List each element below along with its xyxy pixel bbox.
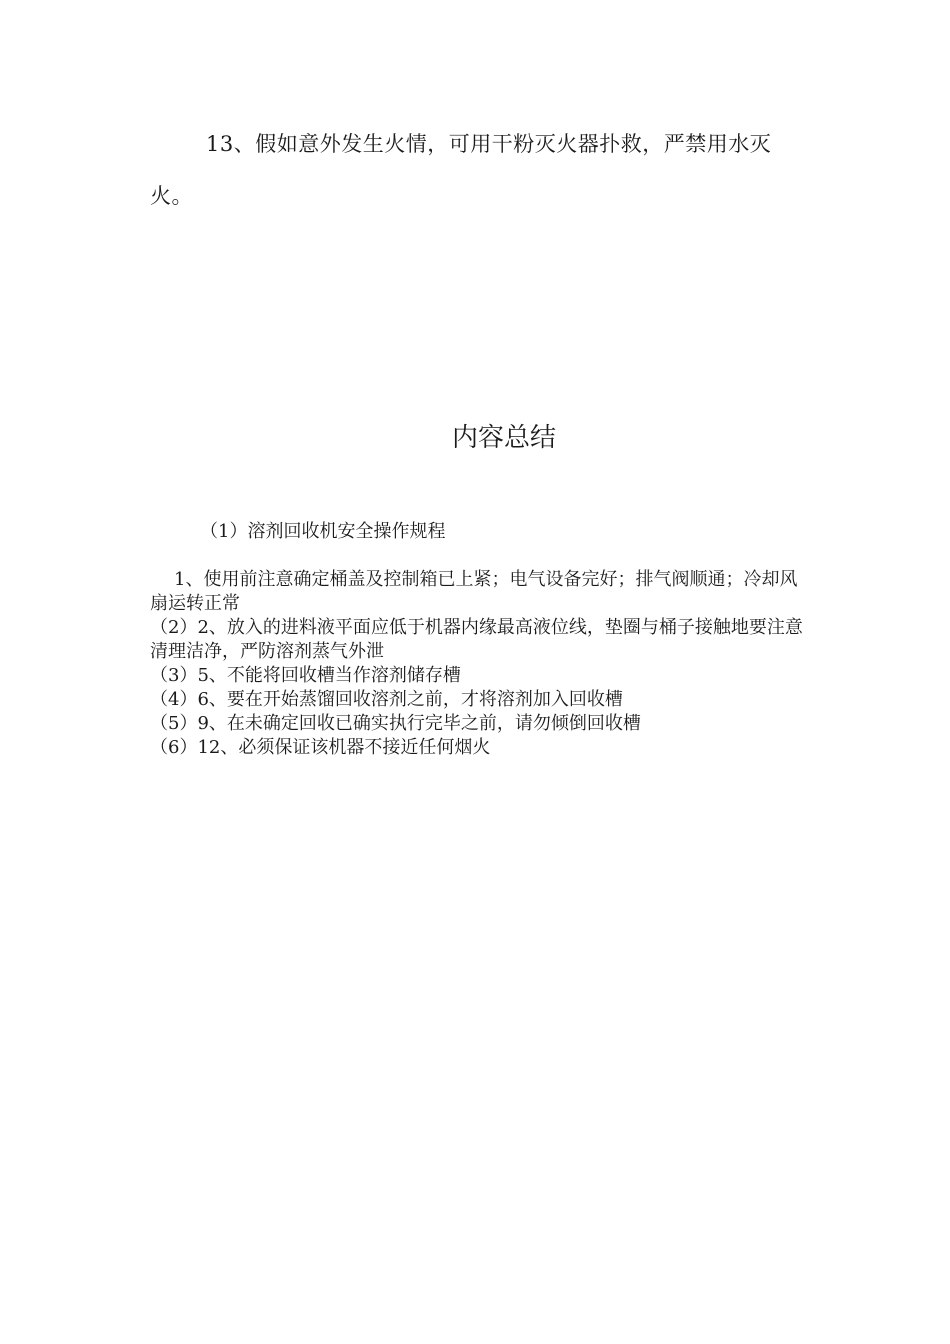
summary-list — [150, 568, 805, 760]
summary-item: 1、使用前注意确定桶盖及控制箱已上紧；电气设备完好；排气阀顺通；冷却风扇运转正常 — [150, 569, 798, 614]
summary-item: （4）6、要在开始蒸馏回收溶剂之前，才将溶剂加入回收槽 — [150, 689, 623, 710]
summary-item: （5）9、在未确定回收已确实执行完毕之前，请勿倾倒回收槽 — [150, 713, 641, 734]
summary-item: （2）2、放入的进料液平面应低于机器内缘最高液位线，垫圈与桶子接触地要注意清理洁净，严防溶剂蒸气外泄 — [150, 617, 803, 662]
summary-title: 内容总结 — [451, 423, 556, 453]
summary-subheading: （1）溶剂回收机安全操作规程 — [200, 521, 446, 542]
summary-item: （6）12、必须保证该机器不接近任何烟火 — [150, 737, 491, 758]
summary-item: （3）5、不能将回收槽当作溶剂储存槽 — [150, 665, 461, 686]
paragraph-13: 13、假如意外发生火情，可用干粉灭火器扑救，严禁用水灭火。 — [150, 132, 772, 208]
